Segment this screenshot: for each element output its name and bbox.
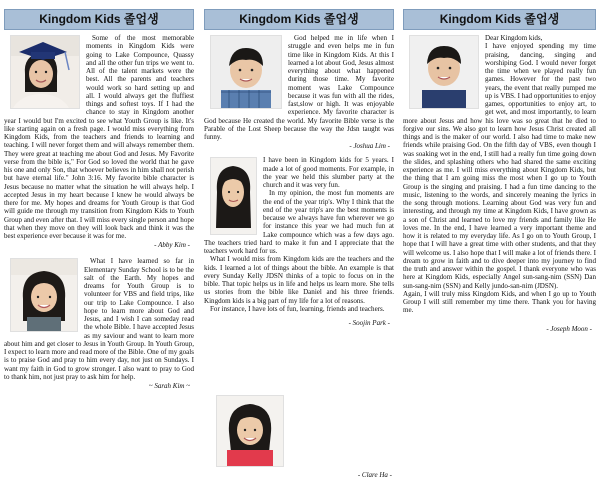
article-text: God helped me in life when I struggle and even helps me in fun time like in Kingdom Kids. At this I learned a lot about God, Jesus almost everything about what happened during those time. My favorite moment was Lake Compounce because it was fun with all the rides, fast,slow or high. It was enjoyable experience. My favorite character is God because He created the world. My favorite Bible verse is the Parable of the Lost Sheep because the way the Jdsn taught was funny. — [204, 34, 394, 141]
signature-soojin-park: - Soojin Park - — [348, 319, 390, 327]
photo-clare-ha — [216, 395, 284, 467]
photo-joseph-moon — [409, 35, 479, 109]
photo-abby-kim — [10, 35, 80, 109]
signature-joshua-lim: - Joshua Lim - — [349, 142, 390, 151]
article-text: Some of the most memorable moments in Kingdom Kids were going to Lake Compounce, Quassy and all the other fun trips we went to. All of the talent markets were the best. All the parents and teachers would work so hard setting up and all. I would always get the fluffiest things and softest toys. If I had the chance to stay in Kingdom another year I would but I'm excited to see what Youth Group is like. It's like starting again on a fresh page. I would miss everything from Kingdom Kids, from the teachers and friends to learning and teaching. I will never forget them and will always remember them. They were great at teaching me about God and Jesus. My Favorite verse from the bible is," For God so loved the world that he gave his one and only Son, that whoever believes in him shall not perish but have eternal life." John 3:16. My favorite bible character is Jesus because no matter what the situation he will always help. I accepted Jesus in my heart because I knew he would always be there for me. My hopes and dreams for Youth Group is that God will guide me through my transition from Kingdom Kids to Youth Group and even after that. I will miss every single person and hope that when they move on they will look back and think it was the best experience ever because it was for me. — [4, 34, 194, 240]
column-middle — [204, 9, 394, 481]
signature-joseph-moon: - Joseph Moon - — [546, 324, 592, 333]
photo-soojin-park — [210, 157, 257, 235]
article-paragraph: What I would miss from Kingdom kids are the teachers and the kids. I learned a lot of things about the bible. An example is that every Sunday Kelly JDSN thinks of a topic to focus on in the bible. That topic helps us in life and helps us learn more. She tells us stories from the bible like Daniel and his three friends. Kingdom kids is a big part of my life for a lot of reasons. — [204, 255, 394, 305]
column-left — [4, 9, 194, 481]
signature-sarah-kim: ~ Sarah Kim ~ — [148, 382, 190, 390]
photo-sarah-kim — [10, 258, 78, 332]
column-header: Kingdom Kids 졸업생 — [204, 9, 394, 30]
signature-abby-kim: - Abby Kim - — [154, 241, 190, 250]
column-header: Kingdom Kids 졸업생 — [403, 9, 596, 30]
article-paragraph: Again, I will truly miss Kingdom Kids, and when I go up to Youth Group I will still remember my time there. Thank you for having me. — [403, 289, 596, 315]
article-paragraph: In my opinion, the most fun moments are the end of the year trip's. Why I think that the end of the year trip's are the best moments is because we always have fun wherever we go for instance this year we had much fun at Lake compounce which was a few days ago. The teachers tried hard to make it fun and I appreciate that the teachers work hard for us. — [204, 189, 394, 255]
column-header: Kingdom Kids 졸업생 — [4, 9, 194, 30]
signature-clare-ha: - Clare Ha - — [357, 471, 392, 479]
column-right — [403, 9, 596, 481]
article-paragraph: For instance, I have lots of fun, learning, friends and teachers. — [210, 304, 385, 313]
photo-joshua-lim — [210, 35, 282, 109]
article-paragraph: I have been in Kingdom kids for 5 years. I made a lot of good moments. For example, in the year we held this slumber party at the church and it was very fun. — [263, 156, 394, 189]
article-text: What I have learned so far in Elementary Sunday School is to be the salt of the Earth. My hopes and dreams for Youth Group is to volunteer for VBS and field trips, like our trip to Lake Compounce. I also hope to learn more about God and Jesus, and I wish I can someday read the whole Bible. I have accepted Jesus as my saviour and want to learn more about him and get closer to Jesus in Youth Group. In Youth Group, I expect to learn more and read more of the Bible. One of my goals is to praise God and pray to him every day, not just on Sundays. I want my faith in God to grow stronger. I also want to pray to God to thank him, not just pray to ask him for help. — [4, 257, 194, 381]
article-paragraph: I have enjoyed spending my time praising, dancing, singing and worshiping God. I would never forget the time when we played really fun games. However for the past two years, the event that really pumped me up is VBS. I had opportunities to enjoy games, opportunities to enjoy art, to get wet, and most importantly, to learn more about Jesus and how his love was so great that he died to forgive our sins. We also got to learn how Jesus Christ created all things and is the maker of our world. I also had time to make new friends while praising God. On the fifth day of VBS, even though I was soaking wet in the end, I still had a really fun time going down the slides, and splashing others who had shared the same exciting experience as me. I will miss everything about Kingdom Kids, but the thing that I am going miss the most when I go up to Youth Group is the singing and praising. I had a fun time dancing to the music, listening to the words, and sincerely meaning the lyrics in the song through motions. Learning about God was very fun and interesting, and through my time at Kingdom Kids, I have grown as a son of Christ and learned to love my friends and family like He loves me. In the end, I have learned a very important theme and how it is related to my everyday life. As I go on to Youth Group, I hope that I will have a great time with other students, and that they will welcome us. I also hope that I will make a lot of friends there. I dream to grow in faith and to dive deeper into my journey to find the truth and answer within the gospel. I thank everyone who was here at Kingdom Kids, especially Angel sun-sang-nim (SSN) Dan sun-sang-nim (SSN) and Kelly jundo-san-nim (JDSN). — [403, 42, 596, 290]
article-paragraph: Dear Kingdom kids, — [485, 34, 543, 42]
